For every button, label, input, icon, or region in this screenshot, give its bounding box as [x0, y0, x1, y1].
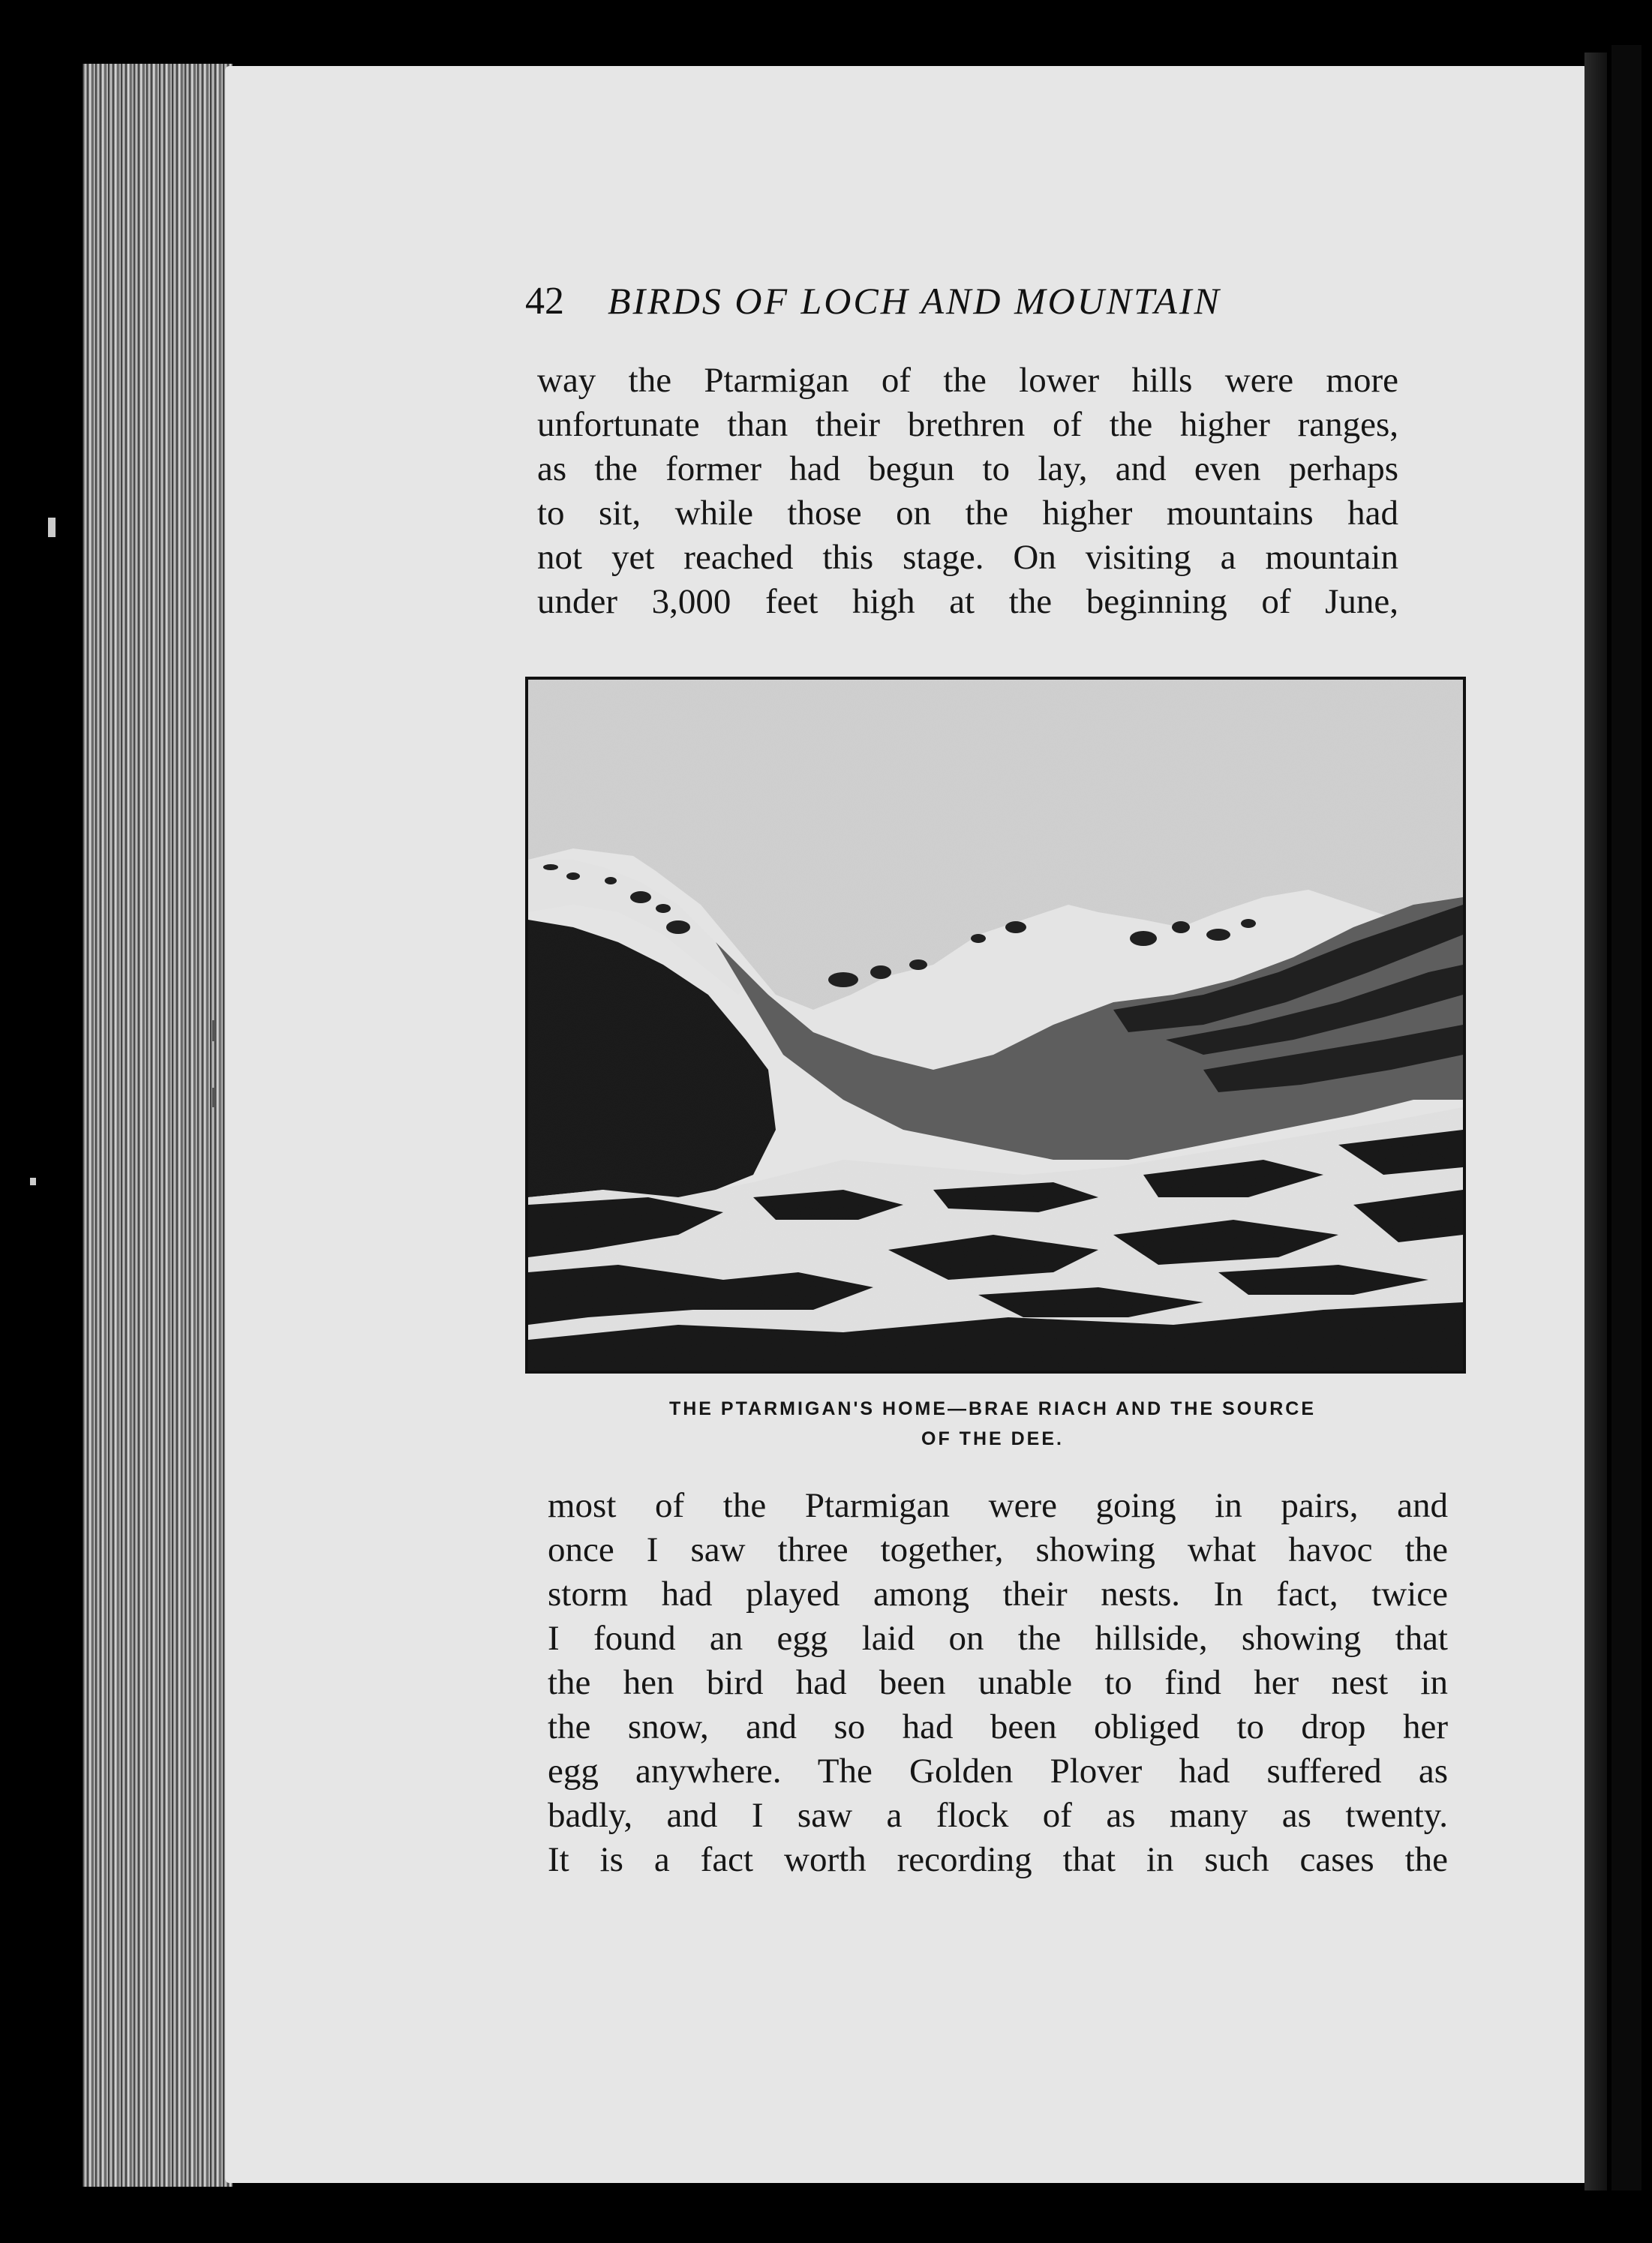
mountain-illustration	[528, 680, 1463, 1371]
scan-speck	[212, 1020, 215, 1041]
text-line: not yet reached this stage. On visiting a mountain	[537, 538, 1398, 577]
text-line: most of the Ptarmigan were going in pairs, and	[548, 1486, 1448, 1525]
text-line: It is a fact worth recording that in such cases the	[548, 1840, 1448, 1879]
text-line: I found an egg laid on the hillside, showing that	[548, 1619, 1448, 1658]
mountain-photograph	[525, 677, 1466, 1374]
text-line: the hen bird had been unable to find her nest in	[548, 1663, 1448, 1702]
running-title: BIRDS OF LOCH AND MOUNTAIN	[608, 280, 1221, 322]
page-number: 42	[525, 280, 564, 323]
text-line: as the former had begun to lay, and even perhaps	[537, 449, 1398, 488]
text-line: egg anywhere. The Golden Plover had suffered as	[548, 1752, 1448, 1791]
caption-line: THE PTARMIGAN'S HOME—BRAE RIACH AND THE SOURCE	[668, 1398, 1316, 1419]
text-line: storm had played among their nests. In fact, twice	[548, 1575, 1448, 1614]
scan-speck	[30, 1178, 36, 1185]
body-text-top	[537, 359, 1398, 624]
scan-speck	[48, 518, 56, 537]
binding-edge	[1611, 45, 1641, 2190]
page-edges	[83, 64, 233, 2187]
caption-line: OF THE DEE.	[921, 1428, 1064, 1449]
body-text-bottom	[548, 1484, 1448, 1882]
text-line: badly, and I saw a flock of as many as twenty.	[548, 1796, 1448, 1835]
text-line: way the Ptarmigan of the lower hills were more	[537, 361, 1398, 400]
spine-shadow	[1584, 53, 1607, 2190]
text-line: once I saw three together, showing what havoc the	[548, 1530, 1448, 1569]
plate-caption	[525, 1394, 1460, 1454]
text-line: under 3,000 feet high at the beginning of June,	[537, 582, 1398, 621]
running-header	[525, 279, 1425, 332]
text-line: unfortunate than their brethren of the higher ranges,	[537, 405, 1398, 444]
text-line: to sit, while those on the higher mountains had	[537, 494, 1398, 533]
print-grain	[528, 680, 1463, 1371]
scan-speck	[212, 1088, 215, 1107]
text-line: the snow, and so had been obliged to drop her	[548, 1707, 1448, 1746]
